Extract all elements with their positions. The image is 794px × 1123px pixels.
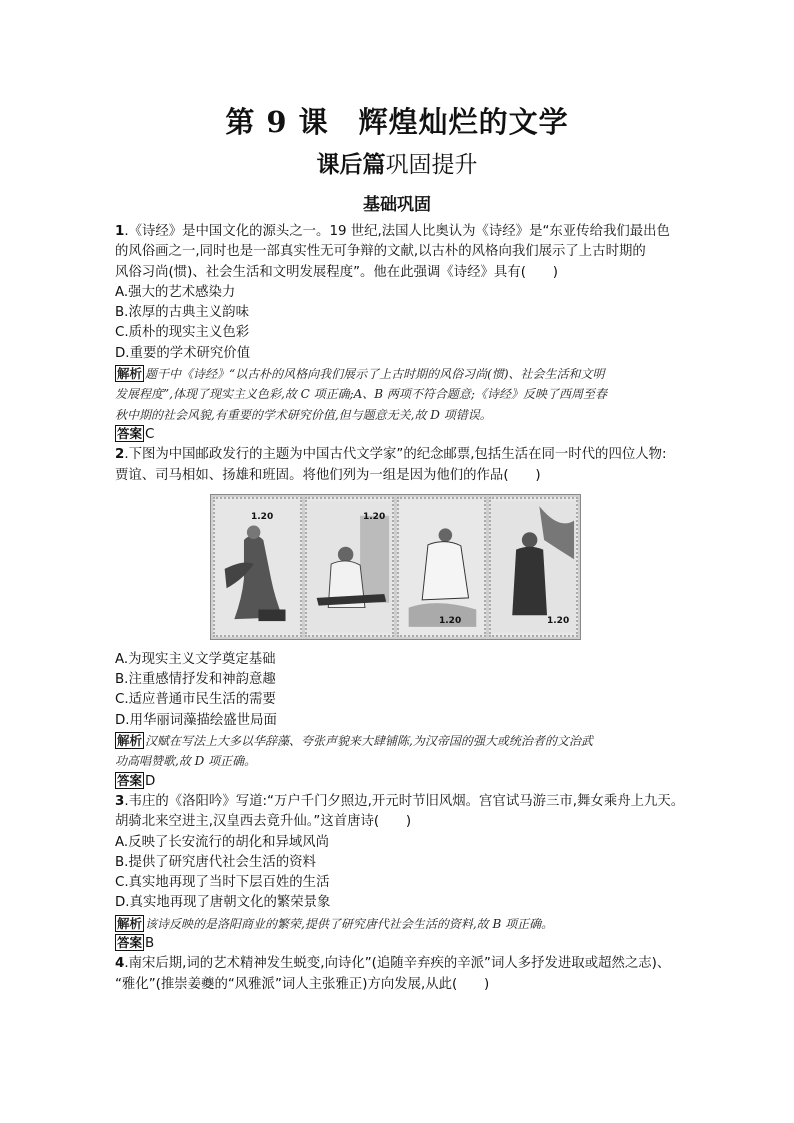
analysis-line: 解析 汉赋在写法上大多以华辞藻、夸张声貌来大肆铺陈,为汉帝国的强大或统治者的文治武: [117, 733, 593, 749]
question-stem-line: 2.下图为中国邮政发行的主题为中国古代文学家”的纪念邮票,包括生活在同一时代的四位人物:: [115, 447, 667, 463]
answer-tag: 答案: [117, 935, 143, 951]
analysis-line: 解析 题干中《诗经》“以古朴的风格向我们展示了上古时期的风俗习尚(惯)、社会生活和文明: [117, 366, 605, 382]
answer-tag: 答案: [117, 772, 143, 788]
question-stem-line: 的风俗画之一,同时也是一部真实性无可争辩的文献,以古朴的风格向我们展示了上古时期的: [115, 244, 646, 260]
stamp-yang-xiong: [397, 497, 486, 637]
option-c: C.真实地再现了当时下层百姓的生活: [115, 875, 330, 891]
answer-value: B: [145, 936, 155, 952]
face-value: 1.20: [363, 511, 386, 522]
analysis-tag: 解析: [117, 915, 143, 931]
option-a: A.强大的艺术感染力: [115, 284, 236, 300]
question-stem-line: “雅化”(推崇姜夔的“风雅派”词人主张雅正)方向发展,从此( ): [115, 976, 490, 992]
analysis-tag: 解析: [117, 733, 143, 749]
subtitle-bold: 课后篇: [316, 151, 386, 178]
question-1: [115, 222, 715, 445]
answer-tag: 答案: [117, 425, 143, 441]
answer-line: [115, 772, 715, 792]
question-stem-line: 4.南宋后期,词的艺术精神发生蜕变,向诗化”(追随辛弃疾的辛派”词人多抒发进取或超然之志)、: [115, 956, 671, 972]
face-value: 1.20: [439, 615, 462, 626]
lesson-title: 第 9 课 辉煌灿烂的文学: [225, 105, 569, 139]
option-a: A.为现实主义文学奠定基础: [115, 651, 276, 667]
analysis-line: 功高唱赞歌,故 D 项正确。: [115, 754, 257, 769]
option-c: C.适应普通市民生活的需要: [115, 692, 276, 708]
answer-line: [115, 425, 715, 445]
question-4: [115, 954, 715, 995]
option-c: C.质朴的现实主义色彩: [115, 325, 250, 341]
option-d: D.用华丽词藻描绘盛世局面: [115, 712, 277, 728]
face-value: 1.20: [251, 511, 274, 522]
question-3: [115, 792, 715, 954]
option-b: B.浓厚的古典主义韵味: [115, 305, 249, 321]
question-stem-line: 1.《诗经》是中国文化的源头之一。19 世纪,法国人比奥认为《诗经》是“东亚传给我们最出色: [115, 224, 670, 239]
analysis-line: 秋中期的社会风貌,有重要的学术研究价值,但与题意无关,故 D 项错误。: [115, 407, 492, 422]
question-list: [115, 222, 715, 995]
section-heading: 基础巩固: [363, 195, 431, 215]
answer-value: D: [145, 773, 156, 789]
option-a: A.反映了长安流行的胡化和异域风尚: [115, 834, 330, 850]
option-d: D.真实地再现了唐朝文化的繁荣景象: [115, 895, 331, 911]
option-b: B.提供了研究唐代社会生活的资料: [115, 854, 316, 870]
question-stem-line: 胡骑北来空进主,汉皇西去竟升仙。”这首唐诗( ): [115, 814, 412, 830]
analysis-tag: 解析: [117, 366, 143, 382]
stamp-ban-gu: [489, 497, 578, 637]
face-value: 1.20: [547, 615, 570, 626]
question-stem-line: 风俗习尚(惯)、社会生活和文明发展程度”。他在此强调《诗经》具有( ): [115, 264, 558, 280]
question-stem-line: 贾谊、司马相如、扬雄和班固。将他们列为一组是因为他们的作品( ): [115, 467, 541, 483]
answer-line: [115, 934, 715, 954]
analysis-line: 解析 该诗反映的是洛阳商业的繁荣,提供了研究唐代社会生活的资料,故 B 项正确。: [117, 915, 554, 931]
stamp-set-image: [210, 494, 581, 640]
answer-value: C: [145, 426, 155, 442]
analysis-line: 发展程度”,体现了现实主义色彩,故 C 项正确;A、B 两项不符合题意;《诗经》反映了西周至春: [115, 387, 607, 402]
subtitle-rest: 巩固提升: [385, 152, 478, 178]
question-stem-line: 3.韦庄的《洛阳吟》写道:“万户千门夕照边,开元时节旧风烟。宫官试马游三市,舞女乘舟上九天。: [115, 793, 685, 809]
option-d: D.重要的学术研究价值: [115, 345, 251, 361]
question-2: [115, 445, 715, 792]
stamp-sima-xiangru: [305, 497, 394, 637]
lesson-subtitle: [0, 146, 794, 179]
option-b: B.注重感情抒发和神韵意趣: [115, 672, 276, 688]
stamp-jia-yi: [213, 497, 302, 637]
